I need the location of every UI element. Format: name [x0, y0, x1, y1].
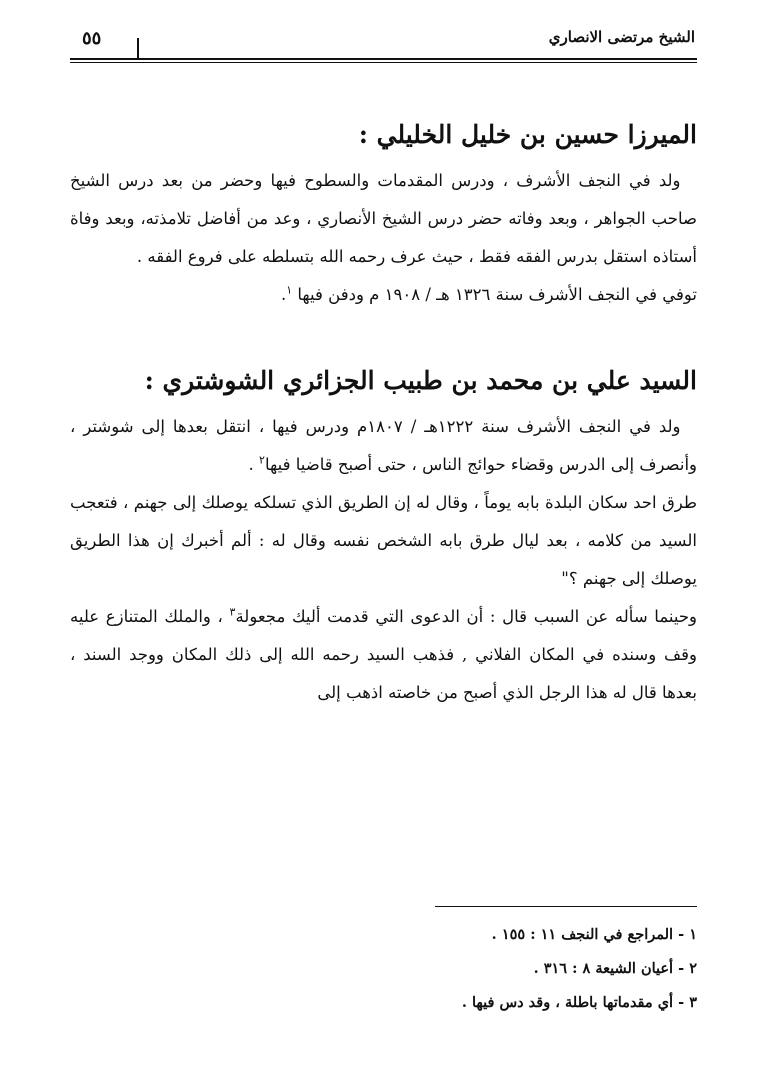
footnote: ١ - المراجع في النجف ١١ : ١٥٥ . — [491, 926, 697, 943]
paragraph: ولد في النجف الأشرف ، ودرس المقدمات والسطوح فيها وحضر من بعد درس الشيخ صاحب الجواهر ، وبعد وفاته حضر درس الشيخ الأنصاري ، وعد من أفاضل تلامذته، وبعد وفاة أستاذه استقل بدرس الفقه فقط ، حيث عرف رحمه الله بتسلطه على فروع الفقه . — [70, 171, 697, 266]
footnote-mark: ٣ — [229, 605, 236, 619]
footnote-separator — [435, 906, 697, 907]
section-heading-khalili: الميرزا حسين بن خليل الخليلي : — [358, 120, 697, 149]
header-rule-thin — [70, 62, 697, 63]
paragraph: توفي في النجف الأشرف سنة ١٣٢٦ هـ / ١٩٠٨ م ودفن فيها $^١$. — [280, 283, 697, 304]
footnote: ٢ - أعيان الشيعة ٨ : ٣١٦ . — [533, 960, 697, 977]
footnote-mark: ٢ — [259, 453, 265, 467]
footnote-mark: ١ — [286, 283, 293, 297]
header-rule — [70, 58, 697, 60]
paragraph: ولد في النجف الأشرف سنة ١٢٢٢هـ / ١٨٠٧م ودرس فيها ، انتقل بعدها إلى شوشتر ، وأنصرف إلى الدرس وقضاء حوائج الناس ، حتى أصبح قاضيا فيها$^٢$ . — [70, 417, 697, 474]
section-heading-shushtari: السيد علي بن محمد بن طبيب الجزائري الشوشتري : — [144, 366, 697, 395]
running-header-title: الشيخ مرتضى الانصاري — [548, 28, 695, 46]
page-number: ٥٥ — [82, 28, 102, 49]
footnotes — [300, 918, 697, 1020]
footnote: ٣ - أي مقدماتها باطلة ، وقد دس فيها . — [461, 994, 697, 1011]
paragraph: وحينما سأله عن السبب قال : أن الدعوى التي قدمت أليك مجعولة$^٣$ ، والملك المتنازع عليه وقف وسنده في المكان الفلاني , فذهب السيد رحمه الله إلى ذلك المكان ووجد السند ، بعدها قال له هذا الرجل الذي أصبح من خاصته اذهب إلى — [70, 605, 697, 702]
header-tick-mark — [137, 38, 139, 60]
main-text — [70, 108, 697, 712]
paragraph: طرق احد سكان البلدة بابه يوماً ، وقال له إن الطريق الذي تسلكه يوصلك إلى جهنم ، فتعجب السيد من كلامه ، بعد ليال طرق بابه الشخص نفسه وقال له : ألم أخبرك إن هذا الطريق يوصلك إلى جهنم ؟" — [70, 493, 697, 588]
